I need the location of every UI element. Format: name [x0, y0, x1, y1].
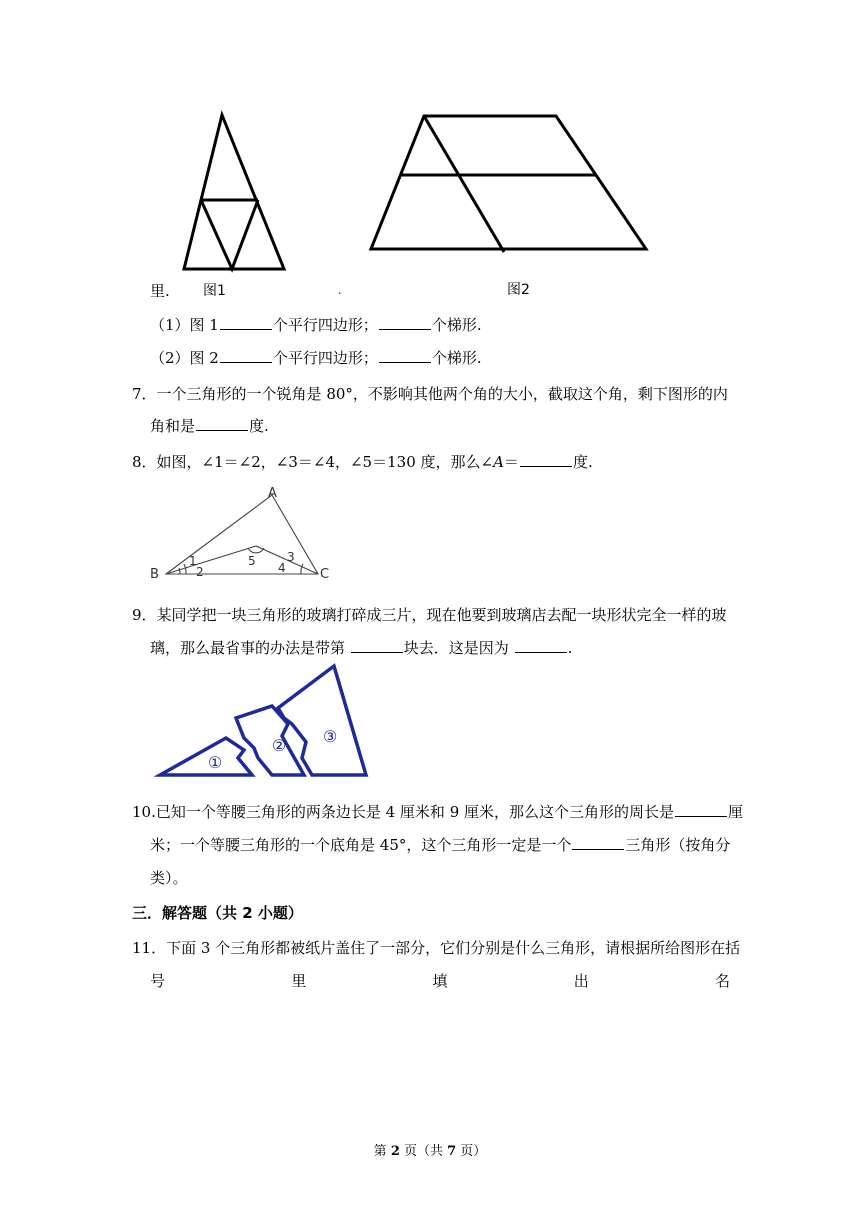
q6-li-char: 里.	[150, 282, 170, 300]
section-3-heading: 三．解答题（共 2 小题）	[132, 904, 303, 922]
label-C: C	[320, 567, 330, 580]
glass-piece-3	[278, 666, 366, 775]
piece-label-1: ①	[207, 753, 223, 772]
answer-blank[interactable]	[196, 416, 248, 431]
figure-2-trapezoid	[366, 110, 652, 255]
answer-blank[interactable]	[675, 802, 727, 817]
answer-blank[interactable]	[220, 315, 272, 330]
q10-line-2: 米；一个等腰三角形的一个底角是 45°，这个三角形一定是一个 三角形（按角分	[150, 836, 731, 854]
glass-piece-2	[236, 706, 304, 775]
answer-blank[interactable]	[220, 348, 272, 363]
angle-label-5: 5	[248, 554, 256, 568]
q8-text: 8．如图，∠1＝∠2，∠3＝∠4，∠5＝130 度，那么∠A＝ 度.	[132, 453, 593, 471]
q6-part-1: （1）图 1 个平行四边形； 个梯形.	[150, 316, 482, 334]
glass-piece-1	[160, 738, 252, 775]
angle-label-4: 4	[278, 561, 286, 575]
q10-line-1: 10.已知一个等腰三角形的两条边长是 4 厘米和 9 厘米，那么这个三角形的周长是 厘	[132, 803, 744, 821]
answer-blank[interactable]	[351, 638, 403, 653]
angle-label-3: 3	[287, 550, 295, 564]
angle-label-1: 1	[189, 554, 197, 568]
answer-blank[interactable]	[379, 315, 431, 330]
inner-v-lines	[201, 200, 258, 269]
piece-label-2: ②	[271, 736, 287, 755]
figure-1-triangle	[178, 110, 290, 275]
q8-angle-figure	[146, 484, 342, 580]
stray-dot: .	[338, 284, 342, 297]
q7-line-2: 角和是 度.	[150, 417, 269, 435]
answer-blank[interactable]	[515, 638, 567, 653]
answer-blank[interactable]	[379, 348, 431, 363]
q9-line-2: 璃，那么最省事的办法是带第 块去．这是因为 .	[150, 639, 573, 657]
outer-trapezoid	[371, 116, 646, 249]
figure-2-label: 图2	[507, 282, 530, 298]
q6-part-2: （2）图 2 个平行四边形； 个梯形.	[150, 349, 482, 367]
label-A: A	[268, 486, 277, 501]
q9-line-1: 9．某同学把一块三角形的玻璃打碎成三片，现在他要到玻璃店去配一块形状完全一样的玻	[132, 606, 727, 624]
piece-label-3: ③	[322, 727, 338, 746]
q10-line-3: 类）。	[150, 869, 188, 887]
page-footer: 第 2 页（共 7 页）	[373, 1144, 487, 1159]
answer-blank[interactable]	[520, 452, 572, 467]
q11-line-1: 11．下面 3 个三角形都被纸片盖住了一部分，它们分别是什么三角形，请根据所给图形在括	[132, 939, 741, 957]
q9-glass-pieces-figure	[154, 662, 376, 784]
label-B: B	[150, 567, 159, 580]
answer-blank[interactable]	[572, 835, 624, 850]
figure-1-label: 图1	[203, 283, 226, 299]
q7-line-1: 7．一个三角形的一个锐角是 80°，不影响其他两个角的大小，截取这个角，剩下图形的内	[132, 385, 728, 403]
outer-triangle	[184, 115, 284, 269]
angle-label-2: 2	[196, 565, 204, 579]
q11-line-2: 号 里 填 出 名	[150, 972, 730, 990]
diagonal-line	[424, 116, 504, 252]
